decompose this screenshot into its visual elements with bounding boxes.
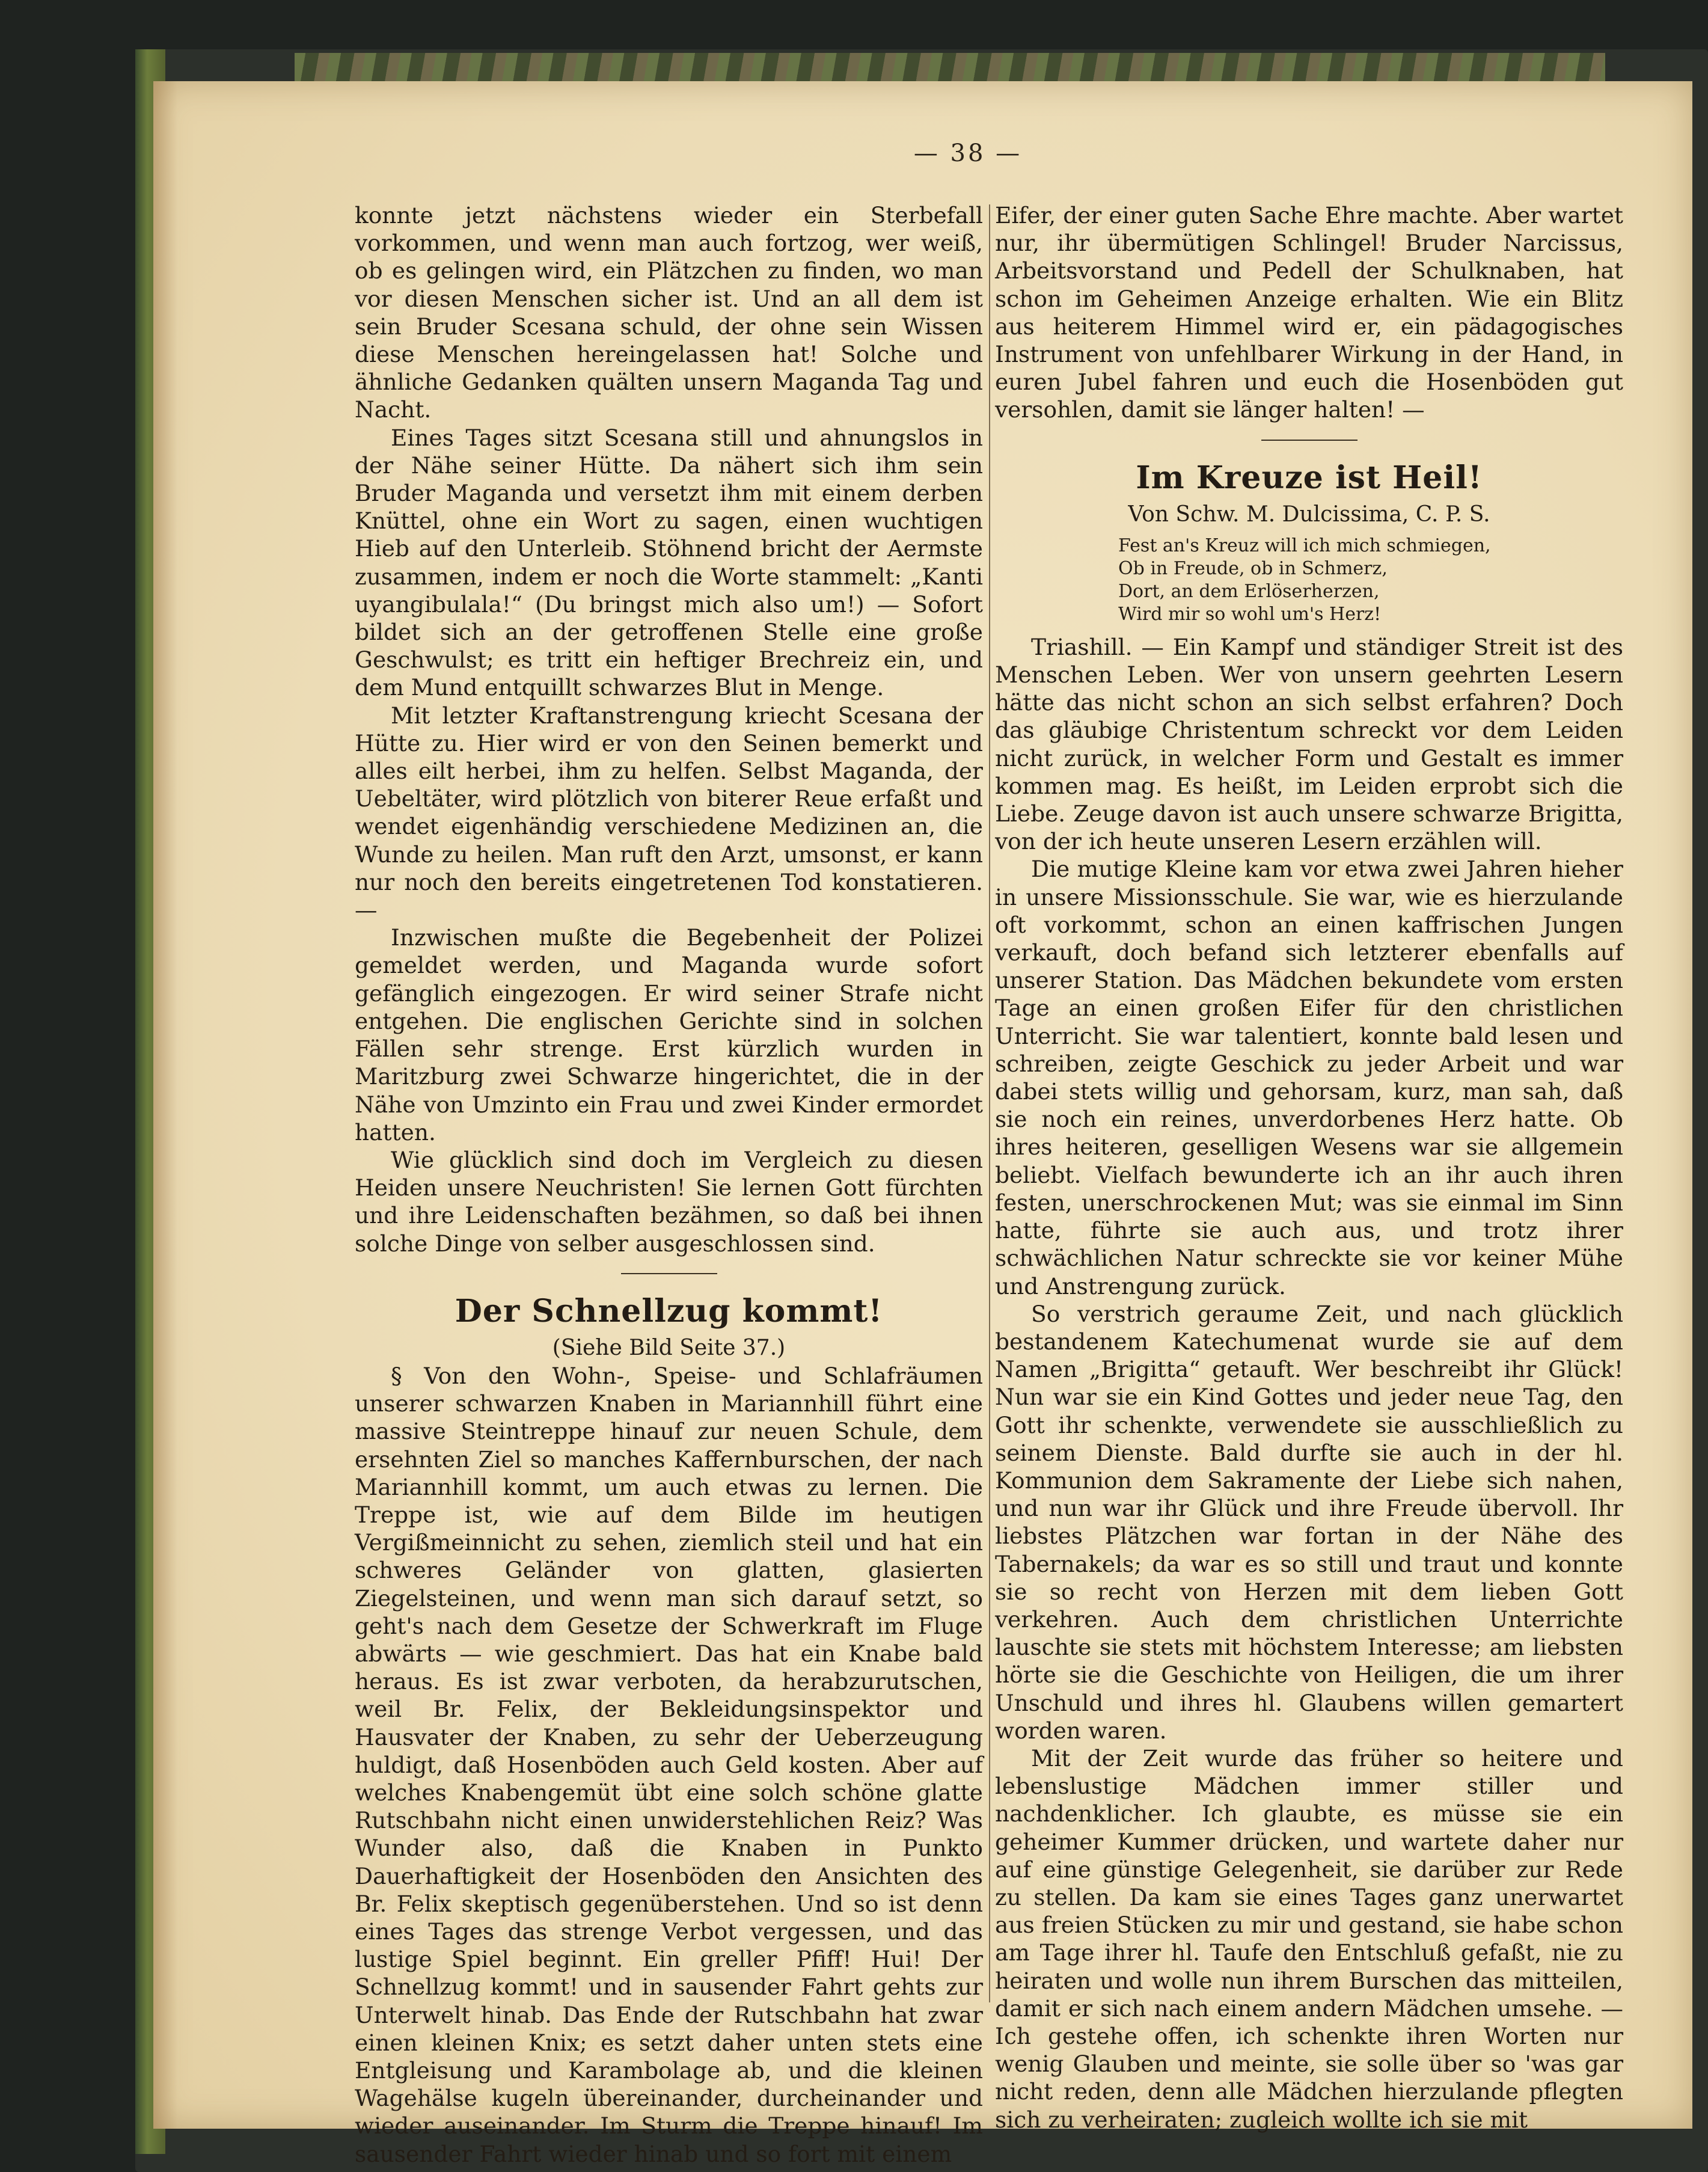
paragraph: konnte jetzt nächstens wieder ein Sterbefall vorkommen, und wenn man auch fortzog, wer weiß, ob es gelingen wird, ein Plätzchen zu finden, wo man vor diesen Menschen sicher ist. Und an all dem ist sein Bruder Scesana schuld, der ohne sein Wissen diese Menschen hereingelassen hat! Solche und ähnliche Gedanken quälten unsern Maganda Tag und Nacht. <box>355 202 983 423</box>
paragraph: Wie glücklich sind doch im Vergleich zu diesen Heiden unsere Neuchristen! Sie lernen Gott fürchten und ihre Leidenschaften bezähmen, so daß bei ihnen solche Dinge von selber ausgeschlossen sind. <box>355 1146 983 1257</box>
poem-line: Fest an's Kreuz will ich mich schmiegen, <box>1118 535 1491 556</box>
poem-line: Dort, an dem Erlöserherzen, <box>1118 580 1380 602</box>
paragraph: So verstrich geraume Zeit, und nach glücklich bestandenem Katechumenat wurde sie auf dem Namen „Brigitta“ getauft. Wer beschreibt ihr Glück! Nun war sie ein Kind Gottes und jeder neue Tag, den Gott ihr schenkte, verwendete sie ausschließlich zu seinem Dienste. Bald durfte sie auch in der hl. Kommunion dem Sakramente der Liebe sich nahen, und nun war ihr Glück und ihre Freude übervoll. Ihr liebstes Plätzchen war fortan in der Nähe des Tabernakels; da war es so still und traut und konnte sie so recht von Herzen mit dem lieben Gott verkehren. Auch dem christlichen Unterrichte lauschte sie stets mit höchstem Interesse; am liebsten hörte sie die Geschichte von Heiligen, die um ihrer Unschuld und ihres hl. Glaubens willen gemartert worden waren. <box>995 1300 1623 1744</box>
article-subtitle: (Siehe Bild Seite 37.) <box>552 1335 786 1360</box>
section-divider <box>621 1273 717 1274</box>
left-column <box>355 201 983 2168</box>
poem-line: Ob in Freude, ob in Schmerz, <box>1118 557 1388 579</box>
article-byline: Von Schw. M. Dulcissima, C. P. S. <box>1128 502 1490 527</box>
section-divider <box>1261 440 1358 441</box>
page-fold-shadow <box>153 81 177 2129</box>
paragraph: Inzwischen mußte die Begebenheit der Polizei gemeldet werden, und Maganda wurde sofort gefänglich eingezogen. Er wird seiner Strafe nicht entgehen. Die englischen Gerichte sind in solchen Fällen sehr strenge. Erst kürzlich wurden in Maritzburg zwei Schwarze hingerichtet, die in der Nähe von Umzinto ein Frau und zwei Kinder ermordet hatten. <box>355 924 983 1146</box>
column-divider <box>989 204 990 2002</box>
right-column <box>995 201 1623 2134</box>
page-number: — 38 — <box>913 140 1023 167</box>
paragraph: Die mutige Kleine kam vor etwa zwei Jahren hieher in unsere Missionsschule. Sie war, wie es hierzulande oft vorkommt, schon an einen kaffrischen Jungen verkauft, doch befand sich letzterer ebenfalls auf unserer Station. Das Mädchen bekundete vom ersten Tage an einen großen Eifer für den christlichen Unterricht. Sie war talentiert, konnte bald lesen und schreiben, zeigte Geschick zu jeder Arbeit und war dabei stets willig und gehorsam, kurz, man sah, daß sie noch ein reines, unverdorbenes Herz hatte. Ob ihres heiteren, geselligen Wesens war sie allgemein beliebt. Vielfach bewunderte ich an ihr auch ihren festen, unerschrockenen Mut; was sie einmal im Sinn hatte, führte sie auch aus, und trotz ihrer schwächlichen Natur schreckte sie vor keiner Mühe und Anstrengung zurück. <box>995 856 1623 1299</box>
paragraph: Eifer, der einer guten Sache Ehre machte. Aber wartet nur, ihr übermütigen Schlingel! Bruder Narcissus, Arbeitsvorstand und Pedell der Schulknaben, hat schon im Geheimen Anzeige erhalten. Wie ein Blitz aus heiterem Himmel wird er, ein pädagogisches Instrument von unfehlbarer Wirkung in der Hand, in euren Jubel fahren und euch die Hosenböden gut versohlen, damit sie länger halten! — <box>995 202 1623 423</box>
poem-line: Wird mir so wohl um's Herz! <box>1118 603 1382 625</box>
paragraph: Eines Tages sitzt Scesana still und ahnungslos in der Nähe seiner Hütte. Da nähert sich ihm sein Bruder Maganda und versetzt ihm mit einem derben Knüttel, ohne ein Wort zu sagen, einen wuchtigen Hieb auf den Unterleib. Stöhnend bricht der Aermste zusammen, indem er noch die Worte stammelt: „Kanti uyangibulala!“ (Du bringst mich also um!) — Sofort bildet sich an der getroffenen Stelle eine große Geschwulst; es tritt ein heftiger Brechreiz ein, und dem Mund entquillt schwarzes Blut in Menge. <box>355 424 983 701</box>
article-title: Im Kreuze ist Heil! <box>1136 459 1483 496</box>
article-title: Der Schnellzug kommt! <box>455 1292 883 1330</box>
poem <box>995 535 1623 626</box>
paragraph: Mit letzter Kraftanstrengung kriecht Scesana der Hütte zu. Hier wird er von den Seinen bemerkt und alles eilt herbei, ihm zu helfen. Selbst Maganda, der Uebeltäter, wird plötzlich von biterer Reue erfaßt und wendet eigenhändig verschiedene Medizinen an, die Wunde zu heilen. Man ruft den Arzt, umsonst, er kann nur noch den bereits eingetretenen Tod konstatieren. — <box>355 702 983 924</box>
article-body: § Von den Wohn-, Speise- und Schlafräumen unserer schwarzen Knaben in Mariannhill führt eine massive Steintreppe hinauf zur neuen Schule, dem ersehnten Ziel so manches Kaffernburschen, der nach Mariannhill kommt, um auch etwas zu lernen. Die Treppe ist, wie auf dem Bilde im heutigen Vergißmeinnicht zu sehen, ziemlich steil und hat ein schweres Geländer von glatten, glasierten Ziegelsteinen, und wenn man sich darauf setzt, so geht's nach dem Gesetze der Schwerkraft im Fluge abwärts — wie geschmiert. Das hat ein Knabe bald heraus. Es ist zwar verboten, da herabzurutschen, weil Br. Felix, der Bekleidungsinspektor und Hausvater der Knaben, zu sehr der Ueberzeugung huldigt, daß Hosenböden auch Geld kosten. Aber auf welches Knabengemüt übt eine solch schöne glatte Rutschbahn nicht einen unwiderstehlichen Reiz? Was Wunder also, daß die Knaben in Punkto Dauerhaftigkeit der Hosenböden den Ansichten des Br. Felix skeptisch gegenüberstehen. Und so ist denn eines Tages das strenge Verbot vergessen, und das lustige Spiel beginnt. Ein greller Pfiff! Hui! Der Schnellzug kommt! und in sausender Fahrt gehts zur Unterwelt hinab. Das Ende der Rutschbahn hat zwar einen kleinen Knix; es setzt daher unten stets eine Entgleisung und Karambolage ab, und die kleinen Wagehälse kugeln übereinander, durcheinander und wieder auseinander. Im Sturm die Treppe hinauf! Im sausender Fahrt wieder hinab und so fort mit einem <box>355 1362 983 2167</box>
paragraph: Triashill. — Ein Kampf und ständiger Streit ist des Menschen Leben. Wer von unsern geehrten Lesern hätte das nicht schon an sich selbst erfahren? Doch das gläubige Christentum schreckt vor dem Leiden nicht zurück, in welcher Form und Gestalt es immer kommen mag. Es heißt, im Leiden erprobt sich die Liebe. Zeuge davon ist auch unsere schwarze Brigitta, von der ich heute unseren Lesern erzählen will. <box>995 633 1623 855</box>
paragraph: Mit der Zeit wurde das früher so heitere und lebenslustige Mädchen immer stiller und nachdenklicher. Ich glaubte, es müsse sie ein geheimer Kummer drücken, und wartete daher nur auf eine günstige Gelegenheit, sie darüber zur Rede zu stellen. Da kam sie eines Tages ganz unerwartet aus freien Stücken zu mir und gestand, sie habe schon am Tage ihrer hl. Taufe den Entschluß gefaßt, nie zu heiraten und wolle nun ihrem Burschen das mitteilen, damit er sich nach einem andern Mädchen umsehe. — Ich gestehe offen, ich schenkte ihren Worten nur wenig Glauben und meinte, sie solle über so 'was gar nicht reden, denn alle Mädchen hierzulande pflegten sich zu verheiraten; zugleich wollte ich sie mit <box>995 1744 1623 2133</box>
